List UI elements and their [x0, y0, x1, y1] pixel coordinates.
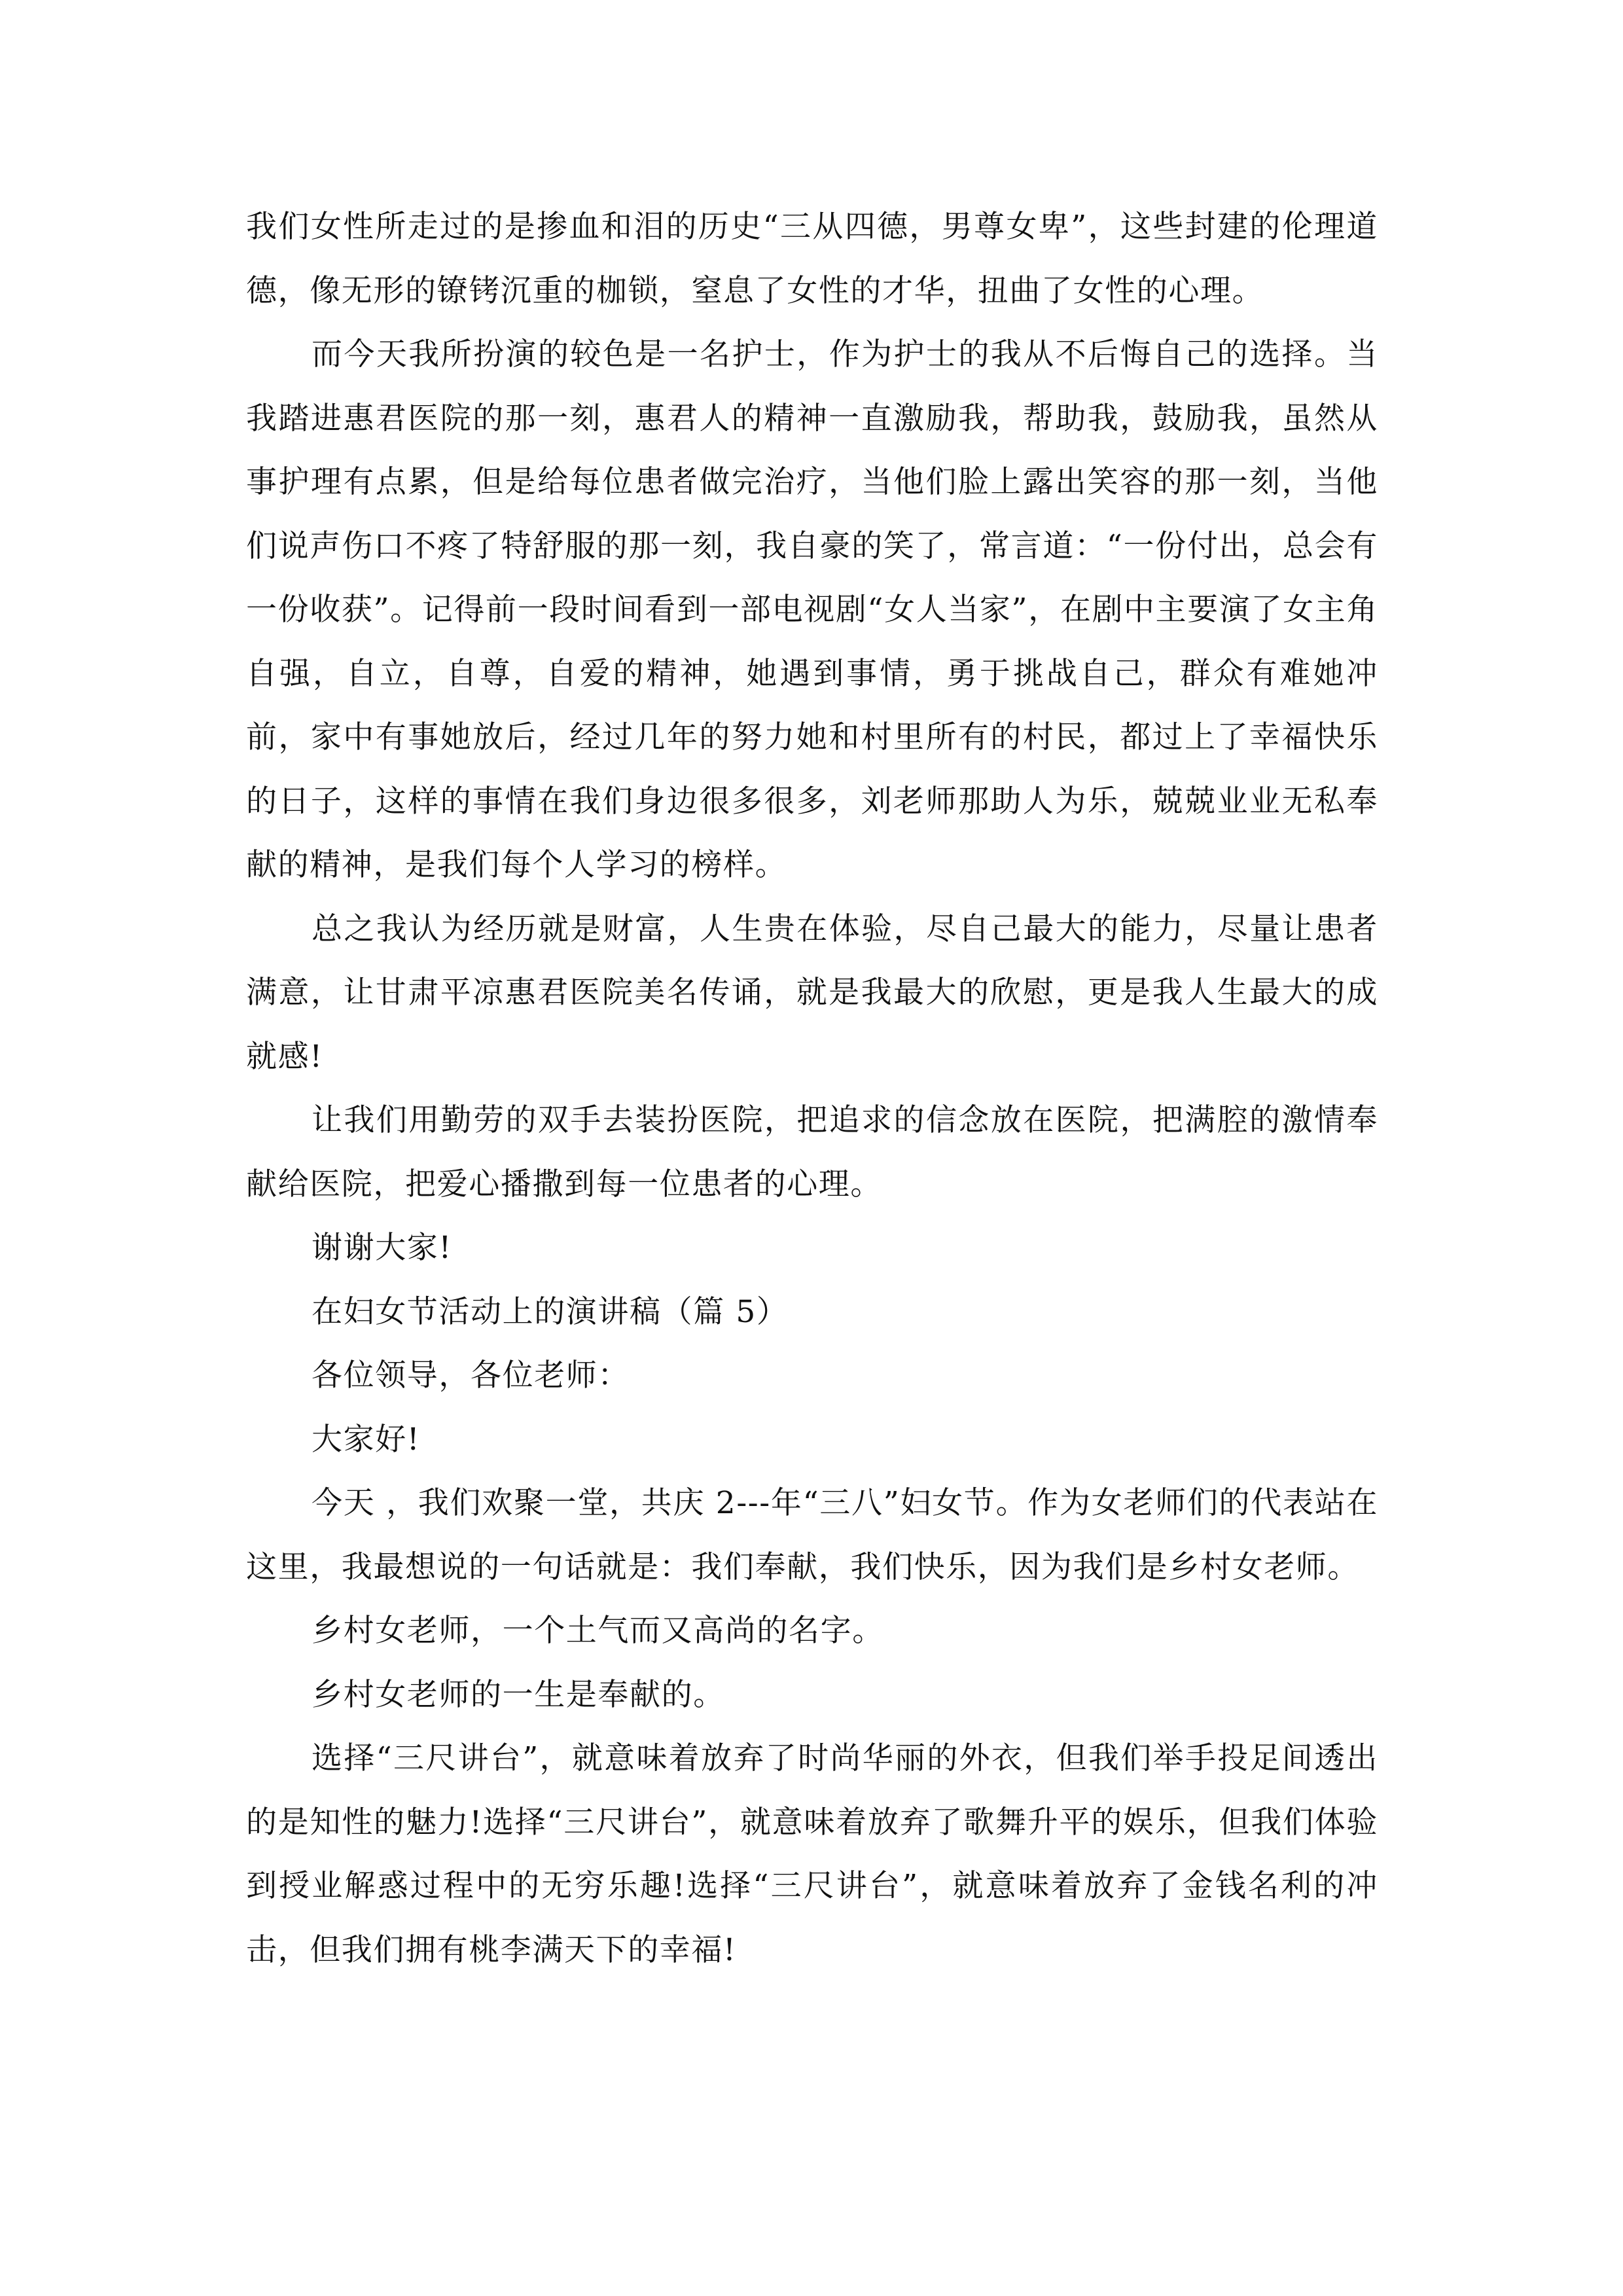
section-title: 在妇女节活动上的演讲稿（篇 5）: [312, 1293, 789, 1330]
paragraph-thanks: 谢谢大家!: [312, 1230, 452, 1266]
paragraph-history: 我们女性所走过的是掺血和泪的历史“三从四德，男尊女卑”，这些封建的伦理道德，像无形的镣铐沉重的枷锁，窒息了女性的才华，扭曲了女性的心理。: [246, 209, 1378, 309]
paragraph-summary: 总之我认为经历就是财富，人生贵在体验，尽自己最大的能力，尽量让患者满意，让甘肃平凉惠君医院美名传诵，就是我最大的欣慰，更是我人生最大的成就感!: [246, 910, 1378, 1075]
paragraph-dedication: 乡村女老师的一生是奉献的。: [312, 1676, 725, 1713]
paragraph-nurse: 而今天我所扮演的较色是一名护士，作为护士的我从不后悔自己的选择。当我踏进惠君医院的那一刻，惠君人的精神一直激励我，帮助我，鼓励我，虽然从事护理有点累，但是给每位患者做完治疗，当他们脸上露出笑容的那一刻，当他们说声伤口不疼了特舒服的那一刻，我自豪的笑了，常言道：“一份付出，总会有一份收获”。记得前一段时间看到一部电视剧“女人当家”，在剧中主要演了女主角自强，自立，自尊，自爱的精神，她遇到事情，勇于挑战自己，群众有难她冲前，家中有事她放后，经过几年的努力她和村里所有的村民，都过上了幸福快乐的日子，这样的事情在我们身边很多很多，刘老师那助人为乐，兢兢业业无私奉献的精神，是我们每个人学习的榜样。: [246, 336, 1378, 883]
paragraph-greeting: 大家好!: [312, 1421, 421, 1458]
paragraph-rural-teacher: 乡村女老师，一个土气而又高尚的名字。: [312, 1613, 884, 1649]
paragraph-salutation: 各位领导，各位老师：: [312, 1357, 630, 1393]
paragraph-today: 今天 ，我们欢聚一堂，共庆 2---年“三八”妇女节。作为女老师们的代表站在这里，我最想说的一句话就是：我们奉献，我们快乐，因为我们是乡村女老师。: [246, 1485, 1378, 1585]
paragraph-podium: 选择“三尺讲台”，就意味着放弃了时尚华丽的外衣，但我们举手投足间透出的是知性的魅力!选择“三尺讲台”，就意味着放弃了歌舞升平的娱乐，但我们体验到授业解惑过程中的无穷乐趣!选择“三尺讲台”，就意味着放弃了金钱名利的冲击，但我们拥有桃李满天下的幸福!: [246, 1740, 1378, 1968]
paragraph-appeal: 让我们用勤劳的双手去装扮医院，把追求的信念放在医院，把满腔的激情奉献给医院，把爱心播撒到每一位患者的心理。: [246, 1102, 1378, 1202]
document-body: [246, 195, 1378, 1982]
